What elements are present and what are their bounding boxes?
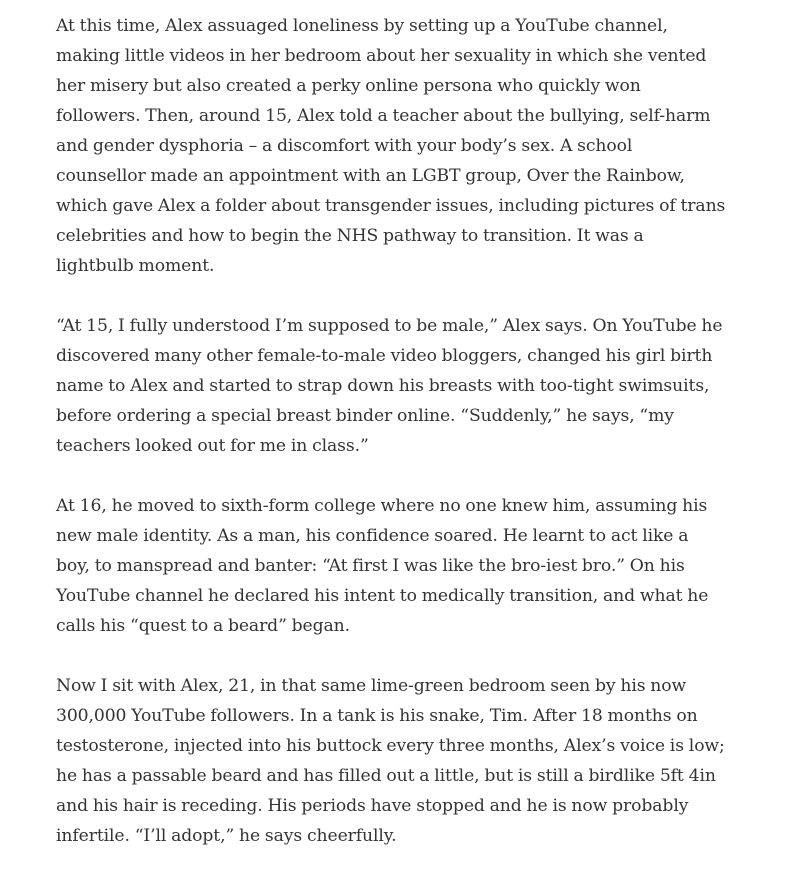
article-paragraph-1: At this time, Alex assuaged loneliness by setting up a YouTube channel, making little videos in her bedroom about her sexuality in which she vented her misery but also created a perky online persona who quickly won followers. Then, around 15, Alex told a teacher about the bullying, self-harm and gender dysphoria – a discomfort with your body’s sex. A school counsellor made an appointment with an LGBT group, Over the Rainbow, which gave Alex a folder about transgender issues, including pictures of trans celebrities and how to begin the NHS pathway to transition. It was a lightbulb moment. bbox=[56, 16, 726, 276]
article-paragraph-4: Now I sit with Alex, 21, in that same lime-green bedroom seen by his now 300,000 YouTube followers. In a tank is his snake, Tim. After 18 months on testosterone, injected into his buttock every three months, Alex’s voice is low; he has a passable beard and has filled out a little, but is still a birdlike 5ft 4in and his hair is receding. His periods have stopped and he is now probably infertile. “I’ll adopt,” he says cheerfully. bbox=[56, 676, 725, 846]
article-paragraph-2: “At 15, I fully understood I’m supposed to be male,” Alex says. On YouTube he discovered many other female-to-male video bloggers, changed his girl birth name to Alex and started to strap down his breasts with too-tight swimsuits, before ordering a special breast binder online. “Suddenly,” he says, “my teachers looked out for me in class.” bbox=[56, 316, 723, 456]
article-paragraph-3: At 16, he moved to sixth-form college where no one knew him, assuming his new male identity. As a man, his confidence soared. He learnt to act like a boy, to manspread and banter: “At first I was like the bro-iest bro.” On his YouTube channel he declared his intent to medically transition, and what he calls his “quest to a beard” began. bbox=[56, 496, 709, 636]
article-body bbox=[56, 11, 726, 881]
